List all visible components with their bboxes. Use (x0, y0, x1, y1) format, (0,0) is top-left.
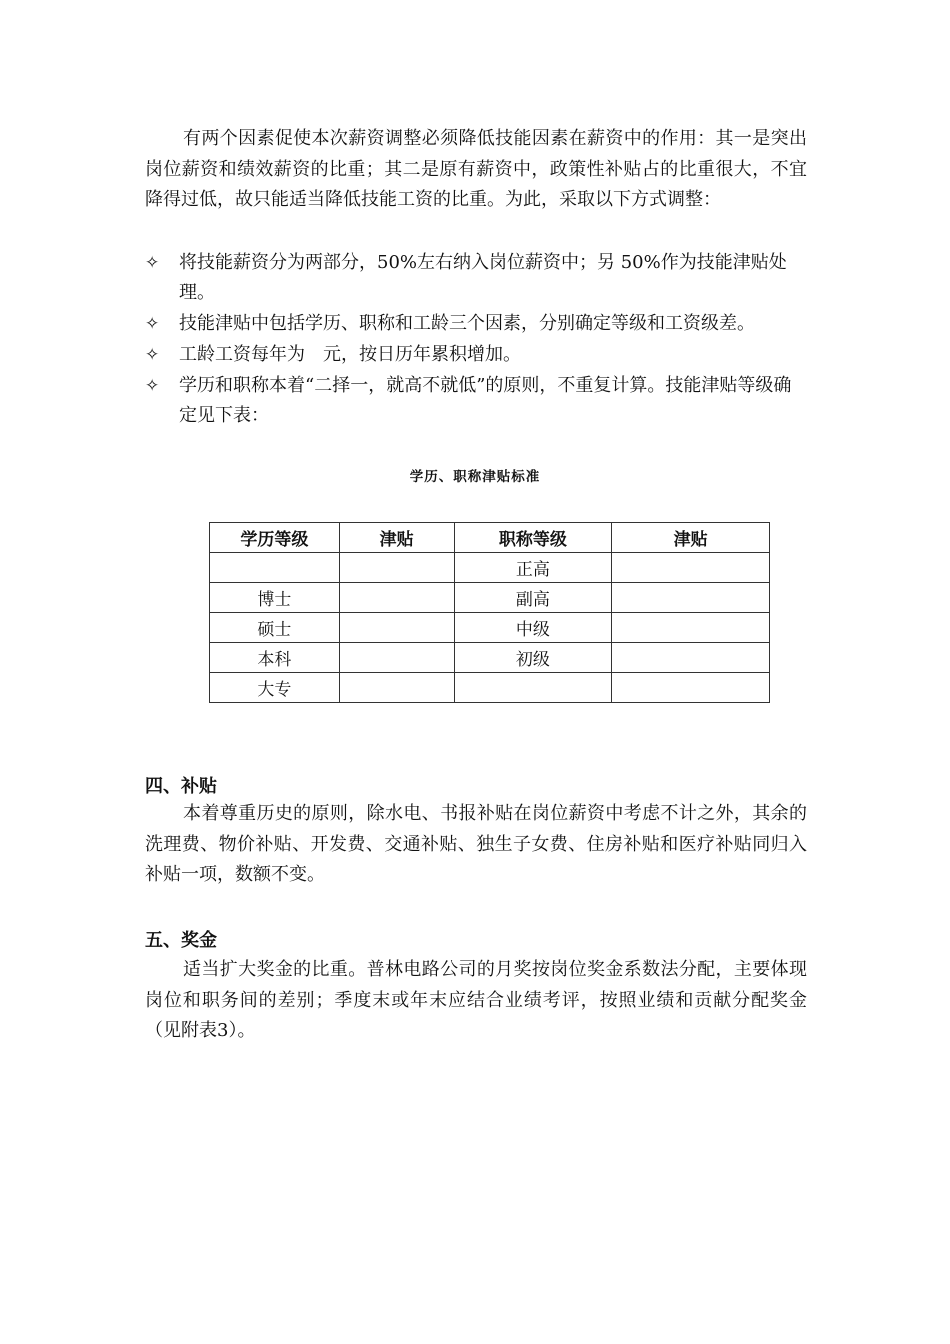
list-item (145, 248, 807, 308)
section-5-body: 适当扩大奖金的比重。普林电路公司的月奖按岗位奖金系数法分配，主要体现岗位和职务间的差别；季度末或年末应结合业绩考评，按照业绩和贡献分配奖金（见附表3）。 (145, 959, 807, 1041)
bullet-text: 工龄工资每年为 元，按日历年累积增加。 (179, 344, 521, 365)
table-cell (612, 643, 770, 673)
bullet-text: 将技能薪资分为两部分，50%左右纳入岗位薪资中；另 50%作为技能津贴处理。 (179, 252, 787, 303)
header-education-level: 学历等级 (210, 523, 340, 553)
table-row (210, 553, 770, 583)
table-cell (454, 673, 612, 703)
intro-paragraph: 有两个因素促使本次薪资调整必须降低技能因素在薪资中的作用：其一是突出岗位薪资和绩效薪资的比重；其二是原有薪资中，政策性补贴占的比重很大，不宜降得过低，故只能适当降低技能工资的比重。为此，采取以下方式调整： (145, 128, 807, 210)
table-cell (612, 553, 770, 583)
diamond-star-icon: ✧ (145, 345, 160, 365)
table-cell: 本科 (210, 643, 340, 673)
bullet-text: 技能津贴中包括学历、职称和工龄三个因素，分别确定等级和工资级差。 (179, 313, 755, 334)
table-cell: 大专 (210, 673, 340, 703)
table-title: 学历、职称津贴标准 (409, 469, 541, 485)
table-row (210, 583, 770, 613)
table-cell (612, 673, 770, 703)
table-cell (339, 583, 454, 613)
bullet-text: 学历和职称本着“二择一，就高不就低”的原则，不重复计算。技能津贴等级确定见下表： (179, 375, 792, 426)
table-cell (339, 673, 454, 703)
section-4-heading: 四、补贴 (145, 776, 217, 797)
header-title-level: 职称等级 (454, 523, 612, 553)
table-cell: 硕士 (210, 613, 340, 643)
diamond-star-icon: ✧ (145, 376, 160, 396)
table-cell: 正高 (454, 553, 612, 583)
diamond-star-icon: ✧ (145, 253, 160, 273)
list-item (145, 371, 807, 431)
bullet-list (145, 248, 807, 432)
section-4-body: 本着尊重历史的原则，除水电、书报补贴在岗位薪资中考虑不计之外，其余的洗理费、物价补贴、开发费、交通补贴、独生子女费、住房补贴和医疗补贴同归入补贴一项，数额不变。 (145, 803, 807, 885)
diamond-star-icon: ✧ (145, 314, 160, 334)
header-allowance: 津贴 (612, 523, 770, 553)
table-cell (339, 643, 454, 673)
list-item (145, 340, 807, 370)
table-row (210, 673, 770, 703)
table-row (210, 643, 770, 673)
table-cell: 初级 (454, 643, 612, 673)
header-allowance: 津贴 (339, 523, 454, 553)
table-row (210, 613, 770, 643)
table-header-row (210, 523, 770, 553)
table-cell (339, 613, 454, 643)
table-cell: 博士 (210, 583, 340, 613)
table-cell (612, 583, 770, 613)
table-cell: 副高 (454, 583, 612, 613)
table-cell (339, 553, 454, 583)
table-cell (210, 553, 340, 583)
section-5-heading: 五、奖金 (145, 930, 217, 951)
allowance-table (209, 522, 770, 703)
list-item (145, 309, 807, 339)
table-cell (612, 613, 770, 643)
table-cell: 中级 (454, 613, 612, 643)
